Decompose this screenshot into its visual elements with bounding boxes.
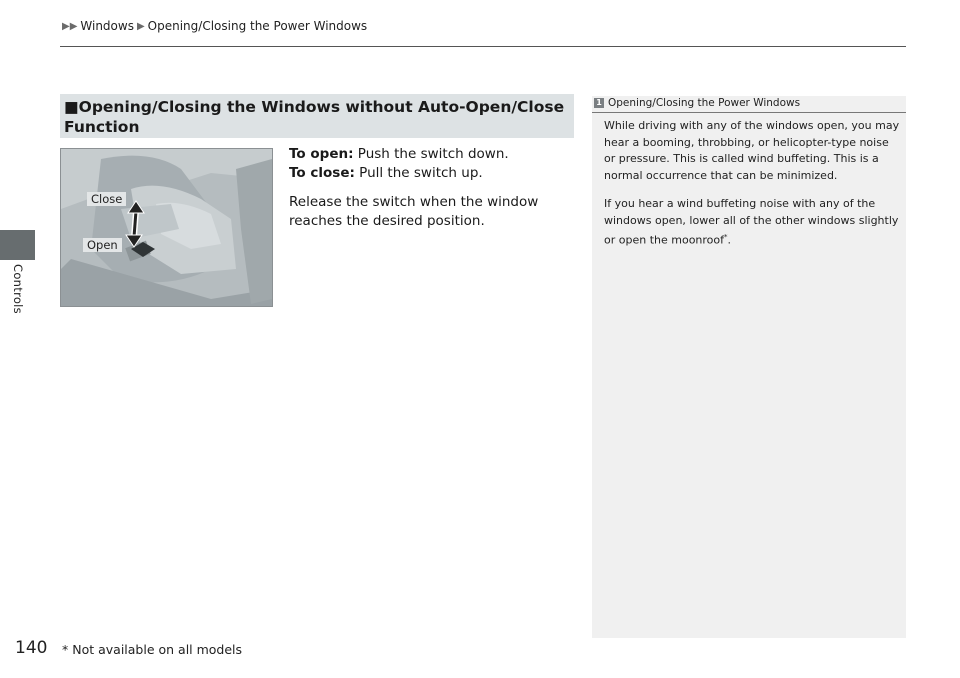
note-paragraph-2: If you hear a wind buffeting noise with any of the windows open, lower all of the other windows slightly or open the moonroof*. <box>604 197 899 247</box>
notes-title-text: Opening/Closing the Power Windows <box>608 97 801 109</box>
section-heading: ■Opening/Closing the Windows without Auto-Open/Close Function <box>64 98 565 136</box>
breadcrumb <box>62 19 367 33</box>
note-number-icon: 1 <box>594 98 604 108</box>
footnote-marker[interactable]: * <box>724 233 728 241</box>
notes-body <box>604 118 902 249</box>
notes-divider <box>592 112 906 113</box>
page-number: 140 <box>15 638 48 658</box>
notes-panel <box>592 96 906 638</box>
breadcrumb-item-current[interactable]: Opening/Closing the Power Windows <box>147 19 368 33</box>
section-heading-box <box>60 94 574 138</box>
notes-title <box>594 97 800 109</box>
triangle-right-icon: ▶ <box>136 20 145 32</box>
chapter-tab[interactable] <box>0 230 35 260</box>
header-divider <box>60 46 906 47</box>
breadcrumb-item-windows[interactable]: Windows <box>80 19 134 33</box>
instructions <box>289 145 579 231</box>
close-instruction: To close: Pull the switch up. <box>289 165 483 181</box>
footnote: * Not available on all models <box>62 642 243 657</box>
open-instruction: To open: Push the switch down. <box>289 146 509 162</box>
window-switch-illustration <box>60 148 273 307</box>
triangle-right-icon: ▶▶ <box>62 20 78 32</box>
chapter-label: Controls <box>11 264 25 314</box>
note-paragraph-1: While driving with any of the windows open, you may hear a booming, throbbing, or helicopter-type noise or pressure. This is called wind buffeting. This is a normal occurrence that can be minimized. <box>604 119 900 182</box>
door-panel-drawing <box>61 149 272 306</box>
release-instruction: Release the switch when the window reaches the desired position. <box>289 194 539 229</box>
open-callout: Open <box>83 238 122 252</box>
close-callout: Close <box>87 192 126 206</box>
